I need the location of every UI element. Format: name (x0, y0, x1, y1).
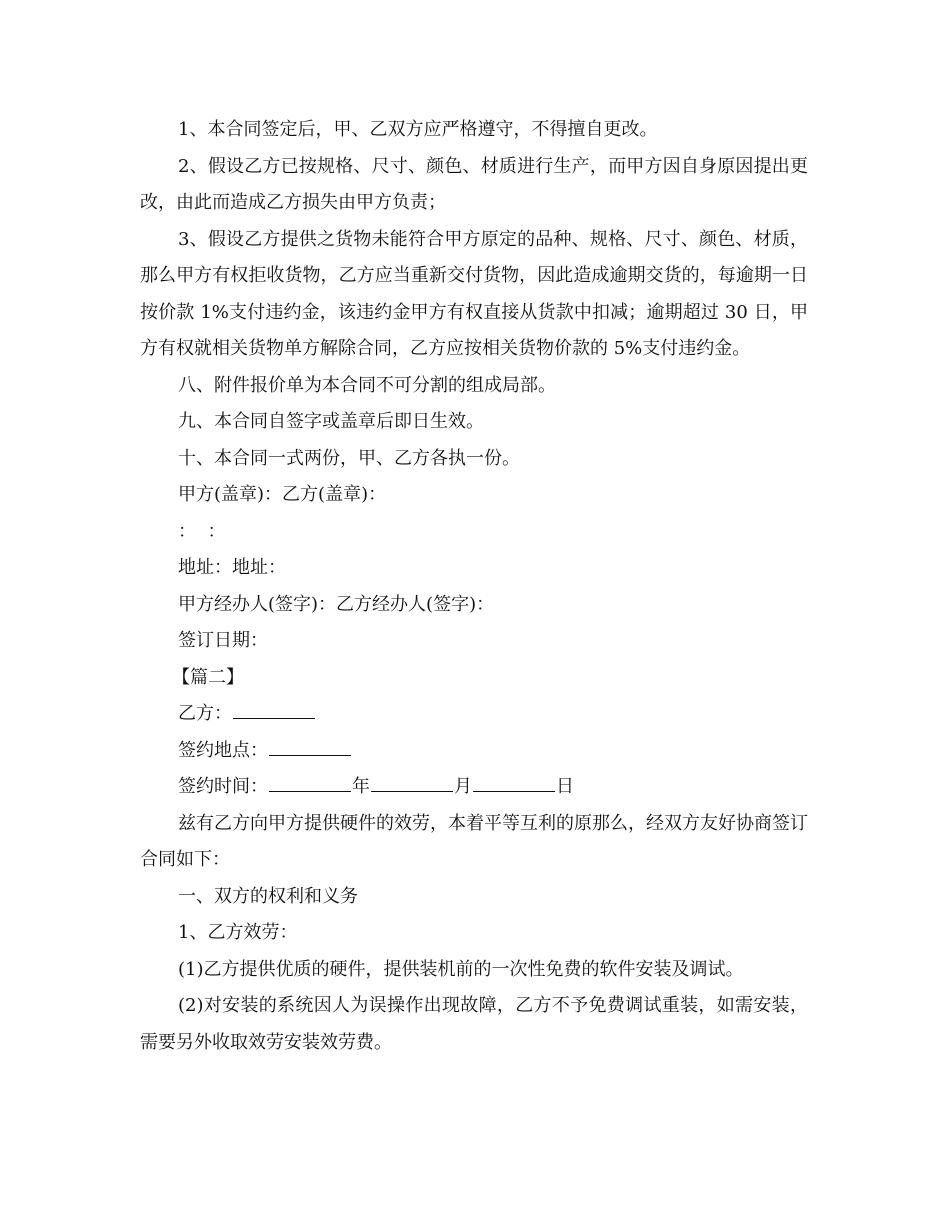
party-b-label: 乙方： (178, 703, 232, 724)
article-10: 十、本合同一式两份，甲、乙方各执一份。 (178, 447, 520, 469)
service-item-2: (2)对安装的系统因人为误操作出现故障，乙方不予免费调试重装，如需安装，需要另外收取效劳安装效劳费。 (140, 995, 808, 1053)
article-8: 八、附件报价单为本合同不可分割的组成局部。 (178, 374, 556, 396)
day-blank (473, 773, 555, 792)
party-b-line (140, 696, 808, 733)
rights-heading: 一、双方的权利和义务 (178, 885, 358, 907)
service-heading: 1、乙方效劳： (178, 922, 298, 943)
document-body (140, 112, 808, 1061)
clause-3: 3、假设乙方提供之货物未能符合甲方原定的品种、规格、尺寸、颜色、材质，那么甲方有权拒收货物，乙方应当重新交付货物，因此造成逾期交货的，每逾期一日按价款 1%支付违约金，该违约金甲方有权直接从货款中扣减；逾期超过 30 日，甲方有权就相关货物单方解除合同，乙方应按相关货物价款的 5%支付违约金。 (140, 228, 808, 359)
section-heading: 【篇二】 (172, 666, 244, 688)
sign-place-blank (269, 737, 351, 756)
sign-place-line (140, 733, 808, 770)
sign-time-label: 签约时间： (178, 776, 268, 797)
month-blank (371, 773, 453, 792)
address-line: 地址：地址： (178, 557, 286, 578)
service-item-1: (1)乙方提供优质的硬件，提供装机前的一次性免费的软件安装及调试。 (178, 958, 744, 980)
agent-signature-line: 甲方经办人(签字)：乙方经办人(签字)： (178, 593, 495, 615)
clause-1: 1、本合同签定后，甲、乙双方应严格遵守，不得擅自更改。 (178, 119, 658, 140)
seal-line: 甲方(盖章)：乙方(盖章)： (178, 484, 387, 505)
signing-date-line: 签订日期： (178, 630, 268, 651)
article-9: 九、本合同自签字或盖章后即日生效。 (178, 411, 484, 432)
colon-line: ： ： (178, 520, 226, 542)
day-label: 日 (556, 776, 574, 797)
sign-time-line (140, 769, 808, 806)
year-blank (269, 773, 351, 792)
sign-place-label: 签约地点： (178, 739, 268, 761)
year-label: 年 (352, 776, 370, 797)
preamble: 兹有乙方向甲方提供硬件的效劳，本着平等互利的原那么，经双方友好协商签订合同如下： (140, 812, 808, 870)
clause-2: 2、假设乙方已按规格、尺寸、颜色、材质进行生产，而甲方因自身原因提出更改，由此而造成乙方损失由甲方负责； (140, 155, 808, 213)
month-label: 月 (454, 776, 472, 797)
party-b-blank (233, 700, 315, 719)
